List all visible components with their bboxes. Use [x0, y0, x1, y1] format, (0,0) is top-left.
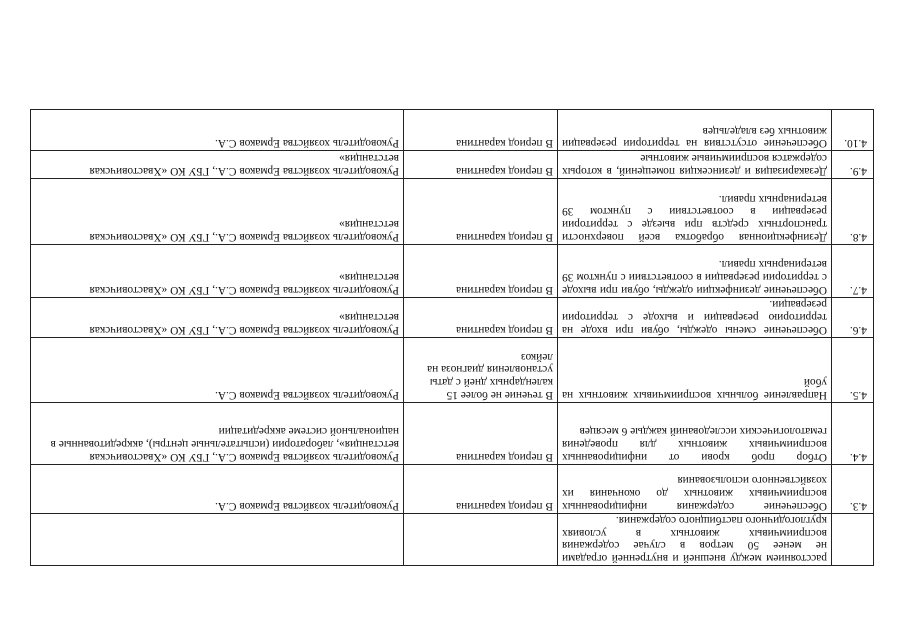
- responsible-text: Руководитель хозяйства Ермаков С.А., ГБУ КО «Хвастовичская ветстанция»: [31, 244, 404, 297]
- table-row: [31, 151, 874, 178]
- row-number: 4.8.: [832, 178, 874, 244]
- measure-text: Обеспечение смены одежды, обуви при входе на территорию резервации и выходе с территории резервации.: [558, 297, 832, 337]
- term-text: В период карантина: [404, 402, 558, 464]
- measure-text: Дезакаризация и дезинсекция помещений, в которых содержатся восприимчивые животные: [558, 151, 832, 178]
- responsible-text: Руководитель хозяйства Ермаков С.А.: [31, 337, 404, 402]
- term-text: В период карантина: [404, 151, 558, 178]
- term-text: В период карантина: [404, 178, 558, 244]
- measure-text: Обеспечение содержания инфицированных восприимчивых животных до окончания их хозяйственного использования: [558, 464, 832, 513]
- term-text: [404, 513, 558, 565]
- row-number: 4.9.: [832, 151, 874, 178]
- term-text: В течение не более 15 календарных дней с даты установления диагноза на лейкоз: [404, 337, 558, 402]
- row-number: 4.3.: [832, 464, 874, 513]
- table-row: [31, 244, 874, 297]
- table-row: [31, 402, 874, 464]
- measure-text: расстоянием между внешней и внутренней оградами не менее 50 метров в случае содержания восприимчивых животных в условиях круглогодичного пастбищного содержания.: [558, 513, 832, 565]
- measure-text: Обеспечение дезинфекции одежды, обуви при выходе с территории резервации в соответствии с пунктом 39 ветеринарных правил.: [558, 244, 832, 297]
- responsible-text: Руководитель хозяйства Ермаков С.А., ГБУ КО «Хвастовичская ветстанция»: [31, 297, 404, 337]
- table-row: [31, 337, 874, 402]
- measure-text: Обеспечение отсутствия на территории резервации животных без владельцев: [558, 110, 832, 151]
- responsible-text: Руководитель хозяйства Ермаков С.А.: [31, 464, 404, 513]
- table-row: [31, 464, 874, 513]
- row-number: 4.7.: [832, 244, 874, 297]
- row-number: 4.6.: [832, 297, 874, 337]
- responsible-text: Руководитель хозяйства Ермаков С.А.: [31, 110, 404, 151]
- row-number: [832, 513, 874, 565]
- row-number: 4.4.: [832, 402, 874, 464]
- table-row: [31, 297, 874, 337]
- table-row: [31, 513, 874, 565]
- term-text: В период карантина: [404, 464, 558, 513]
- row-number: 4.5.: [832, 337, 874, 402]
- table-row: [31, 110, 874, 151]
- measure-text: Отбор проб крови от инфицированных восприимчивых животных для проведения гематологических исследований каждые 6 месяцев: [558, 402, 832, 464]
- table-row: [31, 178, 874, 244]
- responsible-text: Руководитель хозяйства Ермаков С.А., ГБУ КО «Хвастовичская ветстанция», лаборатории (испытательные центры), аккредитованные в национальной системе аккредитации: [31, 402, 404, 464]
- term-text: В период карантина: [404, 244, 558, 297]
- measure-text: Направление больных восприимчивых животных на убой: [558, 337, 832, 402]
- responsible-text: Руководитель хозяйства Ермаков С.А., ГБУ КО «Хвастовичская ветстанция»: [31, 151, 404, 178]
- quarantine-measures-table: [30, 109, 874, 566]
- responsible-text: Руководитель хозяйства Ермаков С.А., ГБУ КО «Хвастовичская ветстанция»: [31, 178, 404, 244]
- responsible-text: [31, 513, 404, 565]
- measure-text: Дезинфекционная обработка всей поверхности транспортных средств при выезде с территории резервации в соответствии с пунктом 39 ветеринарных правил.: [558, 178, 832, 244]
- term-text: В период карантина: [404, 297, 558, 337]
- row-number: 4.10.: [832, 110, 874, 151]
- term-text: В период карантина: [404, 110, 558, 151]
